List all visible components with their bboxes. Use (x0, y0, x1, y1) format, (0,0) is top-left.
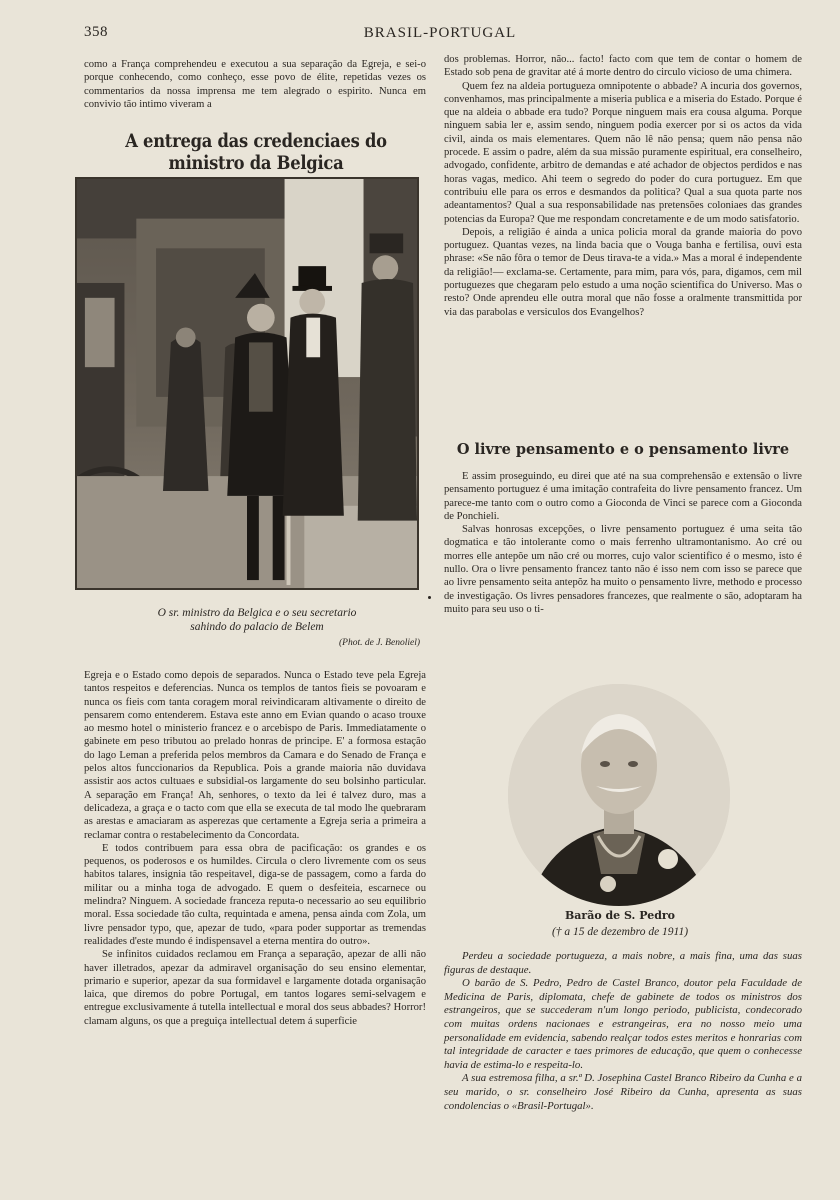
right-column-middle (444, 470, 802, 616)
section-subheading: O livre pensamento e o pensamento livre (456, 441, 790, 458)
left-column-bottom (84, 669, 426, 1028)
ornament-dot (428, 596, 431, 599)
photo-caption-line: sahindo do palacio de Belem (190, 621, 324, 633)
portrait-photograph (508, 684, 730, 906)
portrait-name: Barão de S. Pedro (564, 909, 676, 922)
paragraph: Se infinitos cuidados reclamou em França a separação, apezar de alli não haver illetrados, apezar da admiravel organisação do seu ensino elementar, primario e superior, apezar da sua formidavel e largamente dotada organisação laica, que diremos do pobre Portugal, em tantos logares semi-selvagem e entregue exclusivamente á tutella intellectual e moral dos seus abbades? Horror! clamam alguns, os que a preguiça intellectual detem á superficie (84, 949, 426, 1027)
paragraph: Quem fez na aldeia portugueza omnipotente o abbade? A incuria dos governos, convenhamos, mas principalmente a miseria publica e a miseria do Estado. Porque é que na aldeia o abbade era tudo? Porque ninguem mais era cousa alguma. Porque ninguem sabia ler e, assim sendo, ninguem podia exercer por si os actos da vida civil, ainda os mais elementares. Quem não lê não pensa; quem não pensa não procede. E assim o padre, além da sua missão puramente espiritual, era conselheiro, advogado, confidente, arbitro de demandas e até achador de objectos perdidos e nas horas vagas, medico. Ahi teem o segredo do poder do cura portuguez. Em que contribuiu elle para os erros e desmandos da politica? Qual a sua quota parte nos adeantamentos? Qual a sua responsabilidade nas pretensões coloniaes das grandes potencias da Europa? Que me respondam concretamente e de um modo satisfatorio. (444, 80, 802, 225)
left-column-top (84, 58, 426, 111)
paragraph: A sua estremosa filha, a sr.ª D. Josephina Castel Branco Ribeiro da Cunha e a seu marido, o sr. conselheiro José Ribeiro da Cunha, apresenta as suas condolencias o «Brasil-Portugal». (444, 1072, 802, 1112)
photo-caption-line: O sr. ministro da Belgica e o seu secretario (157, 607, 357, 619)
paragraph: dos problemas. Horror, não... facto! facto com que tem de contar o homem de Estado sob pena de gravitar até á morte dentro do circulo vicioso de uma chimera. (444, 54, 802, 79)
article-headline: A entrega das credenciaes do ministro da Belgica (125, 130, 387, 174)
paragraph: Perdeu a sociedade portugueza, a mais nobre, a mais fina, uma das suas figuras de destaque. (444, 950, 802, 976)
paragraph: Depois, a religião é ainda a unica policia moral da grande maioria do povo portuguez. Quantas vezes, na linda bacia que o Vouga banha e fertilisa, ouvi esta phrase: «Se não fôra o temor de Deus tirava-te a vida.» Mas a moral é independente da religião!— exclama-se. Certamente, para mim, para vós, para, digamos, cem mil portuguezes que chegaram pelo estudo a uma noção scientifica do Universo. Mas o resto? Onde aprendeu elle outra moral que não fosse a oralmente transmittida por via das parabolas e versiculos dos Evangelhos? (444, 226, 802, 318)
running-header: BRASIL-PORTUGAL (363, 25, 517, 41)
news-photograph (75, 177, 419, 590)
paragraph: Egreja e o Estado como depois de separados. Nunca o Estado teve pela Egreja tantos respeitos e deferencias. Nunca os templos de tantos fieis se povoaram e nunca os fieis com tanta coragem moral reivindicaram altivamente o direito de pensarem como entenderem. Estava este anno em Evian quando o acaso trouxe ao mesmo hotel o ministerio francez e o arcebispo de Paris. Immediatamente o gabinete em peso tributou ao prelado honras de principe. E' a formosa estação do lago Leman a preferida pelos membros da Camara e do Senado de França e pelos altos funccionarios da Republica. Pois a grande maioria não duvidava assistir aos actos cultuaes e subsidial-os largamente do seu bolsinho particular. A separação em França! Ah, senhores, o texto da lei é talvez duro, mas a delicadeza, a graça e o tacto com que ella se executa de tal modo lhe quebraram as arestas e amaciaram as asperezas que certamente a Egreja seria a primeira a reclamar contra o restabelecimento da Concordata. (84, 670, 426, 841)
paragraph: O barão de S. Pedro, Pedro de Castel Branco, doutor pela Faculdade de Medicina de Paris, diplomata, chefe de gabinete de todos os ministros dos estrangeiros, que se succederam n'um longo periodo, publicista, condecorado com muitas ordens nacionaes e estrangeiras, era no nosso meio uma personalidade em evidencia, sabendo realçar todos estes meritos e honrarias com tal integridade de caracter e taes primores de educação, que quem o conhecesse havia de estima-lo e respeita-lo. (444, 977, 802, 1071)
page-number: 358 (84, 24, 108, 40)
paragraph: como a França comprehendeu e executou a sua separação da Egreja, e sei-o porque conhecendo, como conheço, esse povo de élite, repetidas vezes os commentarios da nossa imprensa me tem alegrado o espirito. Nunca em convivio tão intimo viveram a (84, 59, 426, 110)
paragraph: Salvas honrosas excepções, o livre pensamento portuguez é uma seita tão dogmatica e tão intolerante como o mais ferrenho ultramontanismo. Ao cré ou morres elle antepõe um não cré ou morres, cujo valor scientifico é o mesmo, isto é nullo. Ora o livre pensamento francez tanto não é isso nem com isso se parece que ao livre pensamento seita antepõz ha muito o pensamento livre, methodo e processo de investigação. Os livres pensadores francezes, que realmente o são, adoptaram ha muito para seu uso o ti- (444, 524, 802, 615)
photo-caption (90, 606, 424, 634)
portrait-dates: († a 15 de dezembro de 1911) (551, 926, 689, 938)
right-column-top (444, 53, 802, 319)
photo-scene-illustration (77, 179, 417, 588)
paragraph: E todos contribuem para essa obra de pacificação: os grandes e os pequenos, os poderosos e os humildes. Circula o clero livremente com os seus habitos talares, insignia tão respeitavel, diga-se de passagem, como a farda do militar ou a minha toga de advogado. E quem o desfeiteia, escarnece ou melindra? Ninguem. A sociedade franceza reputa-o necessario ao seu equilibrio moral. Essa sociedade tão culta, requintada e amena, pensa ainda com Zola, um livre pensador typo, que, apezar de tudo, «para poder supportar as tremendas realidades d'este mundo é indispensavel a eterna mentira do outro». (84, 842, 426, 947)
portrait-illustration (508, 684, 730, 906)
paragraph: E assim proseguindo, eu direi que até na sua comprehensão e extensão o livre pensamento portuguez é uma imitação contrafeita do livre pensamento francez. Um parece-me tanto com o outro como a Gioconda de Vinci se parece com a Gioconda de Ponchieli. (444, 471, 802, 522)
photo-credit: (Phot. de J. Benoliel) (339, 638, 420, 648)
obituary-text (444, 950, 802, 1113)
